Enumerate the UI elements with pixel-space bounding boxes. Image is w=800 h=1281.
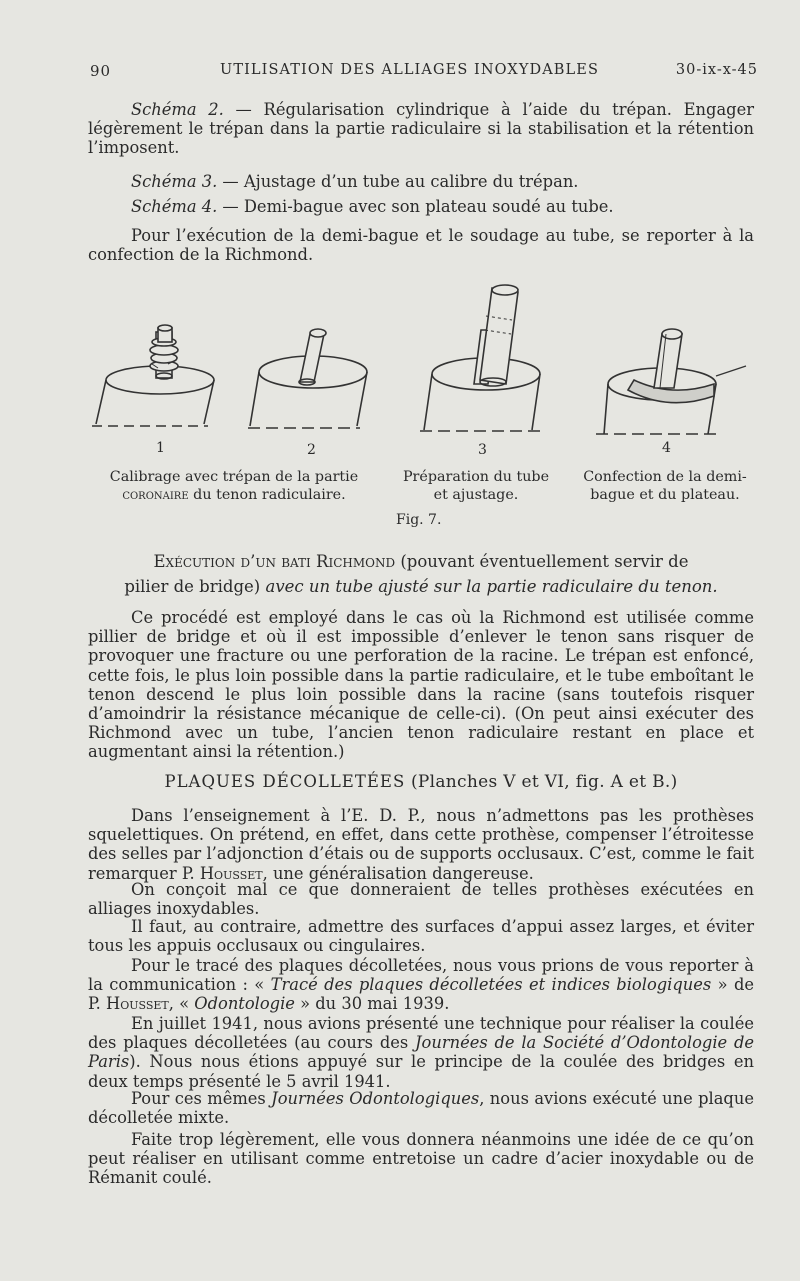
schema-4-label: Schéma 4.	[131, 197, 218, 216]
plaques-p4-c: , «	[168, 994, 195, 1014]
figure-label: Fig. 7.	[396, 512, 442, 528]
caption-half-band	[572, 468, 758, 504]
plaques-p5-a: En juillet 1941, nous avions présenté une technique pour réaliser la coulée des plaques décolletées (au cours des	[88, 1014, 754, 1053]
caption-tube-line2: et ajustage.	[433, 487, 519, 503]
intro-paragraph: Pour l’exécution de la demi-bague et le soudage au tube, se reporter à la confection de la Richmond.	[88, 226, 754, 265]
running-title: UTILISATION DES ALLIAGES INOXYDABLES	[220, 62, 600, 78]
caption-half-band-line1: Confection de la demi-	[583, 469, 747, 485]
caption-calibration-line2: du tenon radiculaire.	[188, 487, 346, 503]
journees-odontologiques-title: Journées Odontologiques	[271, 1089, 480, 1108]
drawing-3-tube-on-post	[420, 285, 542, 431]
richmond-paragraph: Ce procédé est employé dans le cas où la Richmond est utilisée comme pillier de bridge et où il est impossible d’enlever le tenon sans risquer de provoquer une fracture ou une perforation de la racine. Le trépan est enfoncé, cette fois, le plus loin possible dans la partie radiculaire, et le tube emboîtant le tenon descend le plus loin possible dans la racine (sans toutefois risquer d’amoindrir la résistance mécanique de celle-ci). (On peut ainsi exécuter des Richmond avec un tube, l’ancien tenon radiculaire restant en place et augmentant ainsi la rétention.)	[88, 608, 754, 762]
plaques-paragraph-7: Faite trop légèrement, elle vous donnera néanmoins une idée de ce qu’on peut réaliser en utilisant comme entretoise un cadre d’acier inoxydable ou de Rémanit coulé.	[88, 1130, 754, 1188]
richmond-heading-rest: (pouvant éventuellement servir de	[395, 552, 689, 571]
richmond-heading-line1	[88, 552, 754, 571]
schema-4-text: — Demi-bague avec son plateau soudé au tube.	[217, 197, 614, 216]
schema-4-paragraph	[88, 197, 754, 216]
plaques-paragraph-4	[88, 956, 754, 1014]
plaques-paragraph-6	[88, 1089, 754, 1127]
plaques-p4-a: Pour le tracé des plaques décolletées, nous vous prions de vous reporter à la communication : «	[88, 956, 754, 995]
figure-number-1: 1	[156, 440, 165, 456]
caption-tube-line1: Préparation du tube	[402, 469, 550, 485]
richmond-heading-sc: Exécution d’un bati Richmond	[153, 552, 396, 571]
richmond-heading-line2-a: pilier de bridge)	[124, 577, 266, 596]
housset-name-1: Housset	[199, 863, 263, 883]
plaques-p6-b: , nous avions exécuté une plaque décolletée mixte.	[88, 1089, 754, 1128]
caption-calibration-line1: Calibrage avec trépan de la partie	[109, 469, 359, 485]
plaques-heading	[88, 772, 754, 792]
schema-2-label: Schéma 2.	[131, 100, 224, 119]
schema-3-text: — Ajustage d’un tube au calibre du trépan.	[217, 172, 579, 191]
plaques-p1-b: , une généralisation dangereuse.	[262, 863, 534, 883]
caption-half-band-line2: bague et du plateau.	[590, 487, 740, 503]
journees-societe-title: Journées de la Société d’Odontologie de Paris	[88, 1033, 755, 1072]
plaques-p1-a: Dans l’enseignement à l’E. D. P., nous n’admettons pas les prothèses squelettiques. On prétend, en effet, dans cette prothèse, compenser l’étroitesse des selles par l’adjonction d’étais ou de supports occlusaux. C’est, comme le fait remarquer P.	[88, 806, 754, 883]
figure-7	[88, 272, 758, 532]
plaques-p6-a: Pour ces mêmes	[131, 1089, 272, 1108]
housset-name-2: Housset	[106, 994, 169, 1014]
odontologie-title: Odontologie	[194, 994, 295, 1014]
figure-number-4: 4	[662, 440, 671, 456]
plaques-p4-b: » de P.	[88, 975, 755, 1014]
running-head	[90, 62, 758, 84]
plaques-p4-title: Tracé des plaques décolletées et indices biologiques	[270, 975, 712, 995]
schema-3-paragraph	[88, 172, 754, 191]
plaques-p4-d: » du 30 mai 1939.	[294, 994, 450, 1014]
richmond-heading-italic: avec un tube ajusté sur la partie radiculaire du tenon.	[265, 577, 718, 596]
caption-coronaire: coronaire	[122, 487, 189, 503]
schema-2-paragraph	[88, 100, 754, 158]
schema-2-text: — Régularisation cylindrique à l’aide du trépan. Engager légèrement le trépan dans la partie radiculaire si la stabilisation et la rétention l’imposent.	[88, 100, 754, 158]
figure-number-2: 2	[307, 442, 316, 458]
plaques-paragraph-5	[88, 1014, 754, 1091]
schema-3-label: Schéma 3.	[131, 172, 218, 191]
plaques-heading-title: PLAQUES DÉCOLLETÉES	[164, 772, 406, 791]
drawing-4-half-band-plate	[596, 329, 746, 434]
caption-calibration	[98, 468, 370, 504]
plaques-paragraph-3: Il faut, au contraire, admettre des surfaces d’appui assez larges, et éviter tous les appuis occlusaux ou cingulaires.	[88, 917, 754, 956]
drawing-2-cylindrical-post	[248, 329, 367, 428]
plaques-heading-ref: (Planches V et VI, fig. A et B.)	[405, 772, 678, 792]
plaques-paragraph-1	[88, 806, 754, 883]
drawing-1-trephine-calibration	[92, 325, 214, 426]
caption-tube-preparation	[388, 468, 564, 504]
plaques-paragraph-2: On conçoit mal ce que donneraient de telles prothèses exécutées en alliages inoxydables.	[88, 880, 754, 919]
plaques-p5-b: ). Nous nous étions appuyé sur le principe de la coulée des bridges en deux temps présenté le 5 avril 1941.	[88, 1052, 754, 1091]
page-number: 90	[90, 62, 112, 80]
figure-number-3: 3	[478, 442, 487, 458]
issue-date: 30-ix-x-45	[675, 62, 758, 78]
richmond-heading-line2	[88, 577, 754, 596]
